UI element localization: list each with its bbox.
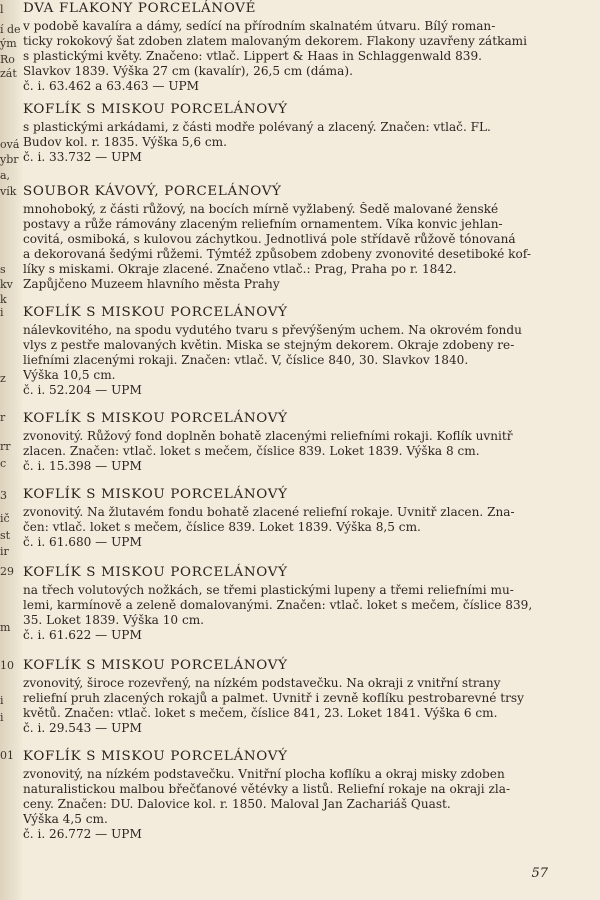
spine-fragment: 29 (0, 566, 14, 578)
description-line: zvonovitý, na nízkém podstavečku. Vnitřní plocha koflíku a okraj misky zdoben (23, 767, 505, 781)
entry-description (23, 583, 553, 643)
description-line: Výška 4,5 cm. (23, 812, 108, 826)
description-line: postavy a růže rámovány zlaceným reliefním ornamentem. Víka konvic jehlan- (23, 217, 503, 231)
inventory-number: č. i. 52.204 — UPM (23, 383, 142, 397)
description-line: vlys z pestře malovaných květin. Miska se stejným dekorem. Okraje zdobeny re- (23, 338, 515, 352)
spine-fragment: vík (0, 186, 17, 198)
spine-fragment: Ro (0, 54, 15, 66)
catalog-entry (23, 304, 553, 398)
entry-title: KOFLÍK S MISKOU PORCELÁNOVÝ (23, 749, 288, 764)
catalog-entry (23, 486, 553, 550)
spine-fragment: zát (0, 68, 17, 80)
spine-fragment: c (0, 458, 7, 470)
spine-fragment: ým (0, 38, 17, 50)
description-line: ceny. Značen: DU. Dalovice kol. r. 1850. Maloval Jan Zachariáš Quast. (23, 797, 451, 811)
entry-description (23, 202, 553, 292)
description-line: naturalistickou malbou břečťanové větévky a listů. Reliefní rokaje na okraji zla- (23, 782, 511, 796)
spine-fragment: z (0, 373, 6, 385)
description-line: covitá, osmiboká, s kulovou záchytkou. Jednotlivá pole střídavě růžově tónovaná (23, 232, 516, 246)
description-line: a dekorovaná šedými růžemi. Týmtéž způsobem zdobeny zvonovité desetiboké kof- (23, 247, 531, 261)
description-line: líky s miskami. Okraje zlacené. Značeno vtlač.: Prag, Praha po r. 1842. (23, 262, 457, 276)
entry-description (23, 676, 553, 736)
description-line: s plastickými květy. Značeno: vtlač. Lippert & Haas in Schlaggenwald 839. (23, 49, 483, 63)
inventory-number: č. i. 61.680 — UPM (23, 535, 142, 549)
facing-page-edge (0, 0, 24, 900)
spine-fragment: m (0, 622, 11, 634)
spine-fragment: i (0, 695, 4, 707)
description-line: zvonovitý, široce rozevřený, na nízkém podstavečku. Na okraji z vnitřní strany (23, 676, 501, 690)
catalog-entry (23, 101, 553, 165)
inventory-number: Zapůjčeno Muzeem hlavního města Prahy (23, 277, 280, 291)
description-line: 35. Loket 1839. Výška 10 cm. (23, 613, 205, 627)
description-line: zlacen. Značen: vtlač. loket s mečem, číslice 839. Loket 1839. Výška 8 cm. (23, 444, 480, 458)
spine-fragment: s (0, 264, 6, 276)
description-line: mnohoboký, z části růžový, na bocích mírně vyžlabený. Šedě malované ženské (23, 202, 499, 216)
inventory-number: č. i. 61.622 — UPM (23, 628, 142, 642)
entry-description (23, 19, 553, 94)
entry-description (23, 120, 553, 165)
description-line: nálevkovitého, na spodu vydutého tvaru s převýšeným uchem. Na okrovém fondu (23, 323, 522, 337)
entry-title: DVA FLAKONY PORCELÁNOVÉ (23, 1, 257, 16)
spine-fragment: ič (0, 513, 10, 525)
inventory-number: č. i. 29.543 — UPM (23, 721, 142, 735)
spine-fragment: a, (0, 170, 11, 182)
spine-fragment: st (0, 530, 11, 542)
spine-fragment: i (0, 307, 4, 319)
description-line: květů. Značen: vtlač. loket s mečem, číslice 841, 23. Loket 1841. Výška 6 cm. (23, 706, 498, 720)
catalog-entry (23, 0, 553, 94)
spine-fragment: ybr (0, 154, 19, 166)
spine-fragment: l (0, 4, 4, 16)
description-line: Výška 10,5 cm. (23, 368, 116, 382)
entry-description (23, 505, 553, 550)
spine-fragment: ir (0, 546, 9, 558)
description-line: Budov kol. r. 1835. Výška 5,6 cm. (23, 135, 227, 149)
inventory-number: č. i. 63.462 a 63.463 — UPM (23, 79, 200, 93)
spine-fragment: í de (0, 24, 21, 36)
entry-title: KOFLÍK S MISKOU PORCELÁNOVÝ (23, 658, 288, 673)
catalog-entry (23, 410, 553, 474)
spine-fragment: k (0, 294, 7, 306)
entry-description (23, 429, 553, 474)
entry-title: KOFLÍK S MISKOU PORCELÁNOVÝ (23, 487, 288, 502)
entry-description (23, 767, 553, 842)
entry-title: SOUBOR KÁVOVÝ, PORCELÁNOVÝ (23, 184, 282, 199)
description-line: v podobě kavalíra a dámy, sedící na přírodním skalnatém útvaru. Bílý roman- (23, 19, 496, 33)
description-line: reliefní pruh zlacených rokajů a palmet. Uvnitř i zevně koflíku pestrobarevné trsy (23, 691, 524, 705)
spine-fragment: 01 (0, 750, 14, 762)
description-line: zvonovitý. Na žlutavém fondu bohatě zlacené reliefní rokaje. Uvnitř zlacen. Zna- (23, 505, 515, 519)
description-line: lemi, karmínově a zeleně domalovanými. Značen: vtlač. loket s mečem, číslice 839, (23, 598, 533, 612)
entry-title: KOFLÍK S MISKOU PORCELÁNOVÝ (23, 102, 288, 117)
spine-fragment: i (0, 712, 4, 724)
inventory-number: č. i. 15.398 — UPM (23, 459, 142, 473)
catalog-entry (23, 657, 553, 736)
spine-fragment: 10 (0, 660, 14, 672)
description-line: liefními zlacenými rokaji. Značen: vtlač. V, číslice 840, 30. Slavkov 1840. (23, 353, 469, 367)
spine-fragment: 3 (0, 490, 7, 502)
description-line: s plastickými arkádami, z části modře polévaný a zlacený. Značen: vtlač. FL. (23, 120, 491, 134)
catalog-entry (23, 564, 553, 643)
entry-title: KOFLÍK S MISKOU PORCELÁNOVÝ (23, 411, 288, 426)
catalog-entry (23, 748, 553, 842)
description-line: na třech volutových nožkách, se třemi plastickými lupeny a třemi reliefními mu- (23, 583, 514, 597)
catalog-entry (23, 183, 553, 292)
spine-fragment: rr (0, 441, 11, 453)
entry-title: KOFLÍK S MISKOU PORCELÁNOVÝ (23, 305, 288, 320)
entry-description (23, 323, 553, 398)
description-line: zvonovitý. Růžový fond doplněn bohatě zlacenými reliefními rokaji. Koflík uvnitř (23, 429, 513, 443)
inventory-number: č. i. 26.772 — UPM (23, 827, 142, 841)
description-line: ticky rokokový šat zdoben zlatem malovaným dekorem. Flakony uzavřeny zátkami (23, 34, 527, 48)
description-line: čen: vtlač. loket s mečem, číslice 839. Loket 1839. Výška 8,5 cm. (23, 520, 421, 534)
entry-title: KOFLÍK S MISKOU PORCELÁNOVÝ (23, 565, 288, 580)
description-line: Slavkov 1839. Výška 27 cm (kavalír), 26,5 cm (dáma). (23, 64, 353, 78)
inventory-number: č. i. 33.732 — UPM (23, 150, 142, 164)
page-number: 57 (531, 866, 548, 881)
spine-fragment: kv (0, 279, 13, 291)
spine-fragment: r (0, 412, 6, 424)
spine-fragment: ová (0, 139, 20, 151)
